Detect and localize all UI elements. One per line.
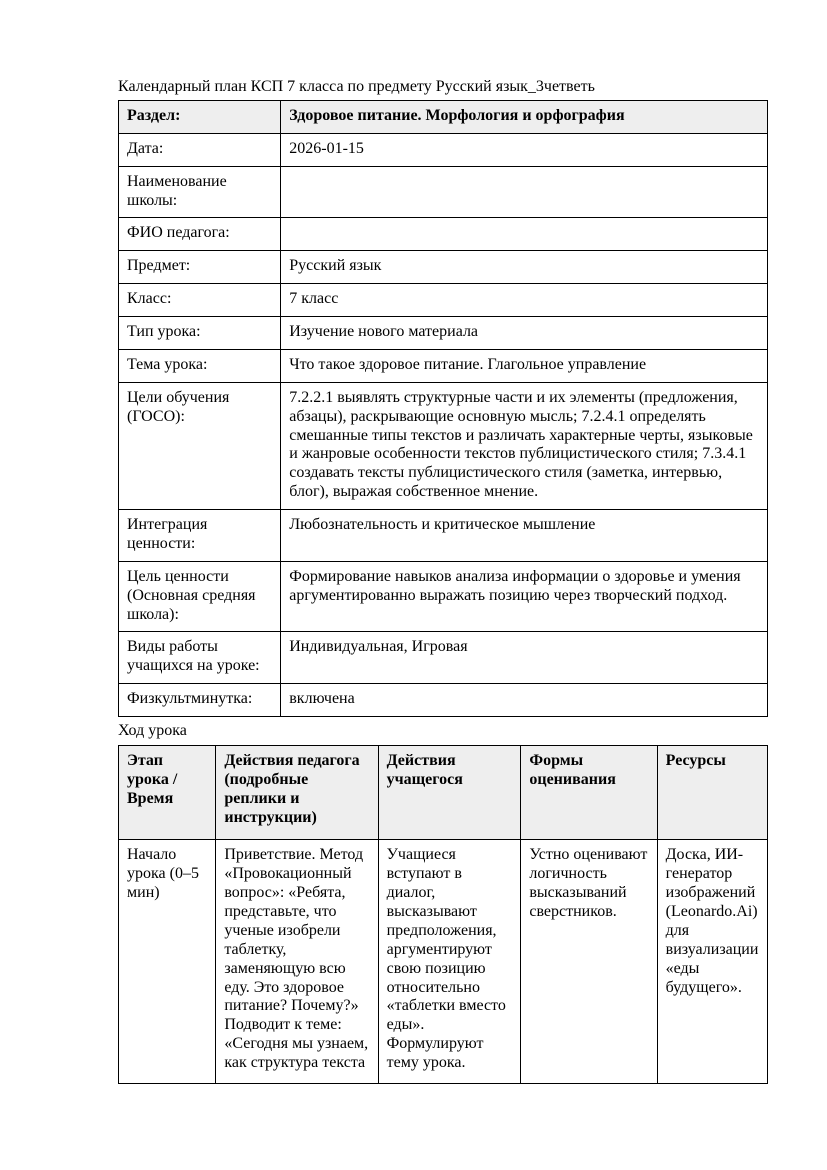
lesson-header-row xyxy=(119,745,768,840)
column-header-student-actions: Действия учащегося xyxy=(378,745,521,840)
info-row-data xyxy=(119,133,768,166)
info-value: Любознательность и критическое мышление xyxy=(281,510,768,562)
info-value: Русский язык xyxy=(281,251,768,284)
info-row-lesson-type xyxy=(119,317,768,350)
info-value xyxy=(281,166,768,218)
info-label: Тип урока: xyxy=(119,317,281,350)
info-value: Формирование навыков анализа информации о здоровье и умения аргументированно выражать позицию через творческий подход. xyxy=(281,561,768,632)
info-value: Индивидуальная, Игровая xyxy=(281,632,768,684)
info-row-values-goal xyxy=(119,561,768,632)
info-value: Здоровое питание. Морфология и орфография xyxy=(281,100,768,133)
info-value: Что такое здоровое питание. Глагольное управление xyxy=(281,349,768,382)
info-row-school xyxy=(119,166,768,218)
info-value: 7 класс xyxy=(281,284,768,317)
info-value: 7.2.2.1 выявлять структурные части и их элементы (предложения, абзацы), раскрывающие основную мысль; 7.2.4.1 определять смешанные типы текстов и различать характерные черты, языковые и жанровые особенности текстов публицистического стиля; 7.3.4.1 создавать тексты публицистического стиля (заметка, интервью, блог), выражая собственное мнение. xyxy=(281,382,768,509)
cell-stage: Начало урока (0–5 мин) xyxy=(119,840,216,1084)
info-row-values-integration xyxy=(119,510,768,562)
info-label: Дата: xyxy=(119,133,281,166)
info-label: ФИО педагога: xyxy=(119,218,281,251)
info-label: Цели обучения (ГОСО): xyxy=(119,382,281,509)
info-row-phys-minute xyxy=(119,684,768,717)
info-row-razdel xyxy=(119,100,768,133)
info-label: Предмет: xyxy=(119,251,281,284)
info-row-class xyxy=(119,284,768,317)
info-row-work-types xyxy=(119,632,768,684)
cell-assessment: Устно оценивают логичность высказываний сверстников. xyxy=(521,840,657,1084)
info-label: Цель ценности (Основная средняя школа): xyxy=(119,561,281,632)
info-label: Интеграция ценности: xyxy=(119,510,281,562)
column-header-stage: Этап урока / Время xyxy=(119,745,216,840)
document-content xyxy=(118,78,768,1084)
info-value: включена xyxy=(281,684,768,717)
cell-student-actions: Учащиеся вступают в диалог, высказывают предположения, аргументируют свою позицию относительно «таблетки вместо еды». Формулируют тему урока. xyxy=(378,840,521,1084)
info-label: Физкультминутка: xyxy=(119,684,281,717)
info-row-teacher xyxy=(119,218,768,251)
info-row-goals xyxy=(119,382,768,509)
info-label: Наименование школы: xyxy=(119,166,281,218)
column-header-assessment: Формы оценивания xyxy=(521,745,657,840)
info-value xyxy=(281,218,768,251)
info-label: Тема урока: xyxy=(119,349,281,382)
column-header-teacher-actions: Действия педагога (подробные реплики и инструкции) xyxy=(216,745,378,840)
info-label: Раздел: xyxy=(119,100,281,133)
info-value: Изучение нового материала xyxy=(281,317,768,350)
lesson-flow-heading: Ход урока xyxy=(118,722,187,739)
cell-teacher-actions: Приветствие. Метод «Провокационный вопрос»: «Ребята, представьте, что ученые изобрели таблетку, заменяющую всю еду. Это здоровое питание? Почему?» Подводит к теме: «Сегодня мы узнаем, как структура текста xyxy=(216,840,378,1084)
info-label: Класс: xyxy=(119,284,281,317)
lesson-row-start xyxy=(119,840,768,1084)
info-label: Виды работы учащихся на уроке: xyxy=(119,632,281,684)
column-header-resources: Ресурсы xyxy=(657,745,767,840)
cell-resources: Доска, ИИ-генератор изображений (Leonardo.Ai) для визуализации «еды будущего». xyxy=(657,840,767,1084)
page-title: Календарный план КСП 7 класса по предмету Русский язык_3четветь xyxy=(118,78,595,95)
info-value: 2026-01-15 xyxy=(281,133,768,166)
lesson-flow-table xyxy=(118,745,768,1084)
lesson-info-table xyxy=(118,100,768,717)
info-row-lesson-topic xyxy=(119,349,768,382)
info-row-subject xyxy=(119,251,768,284)
